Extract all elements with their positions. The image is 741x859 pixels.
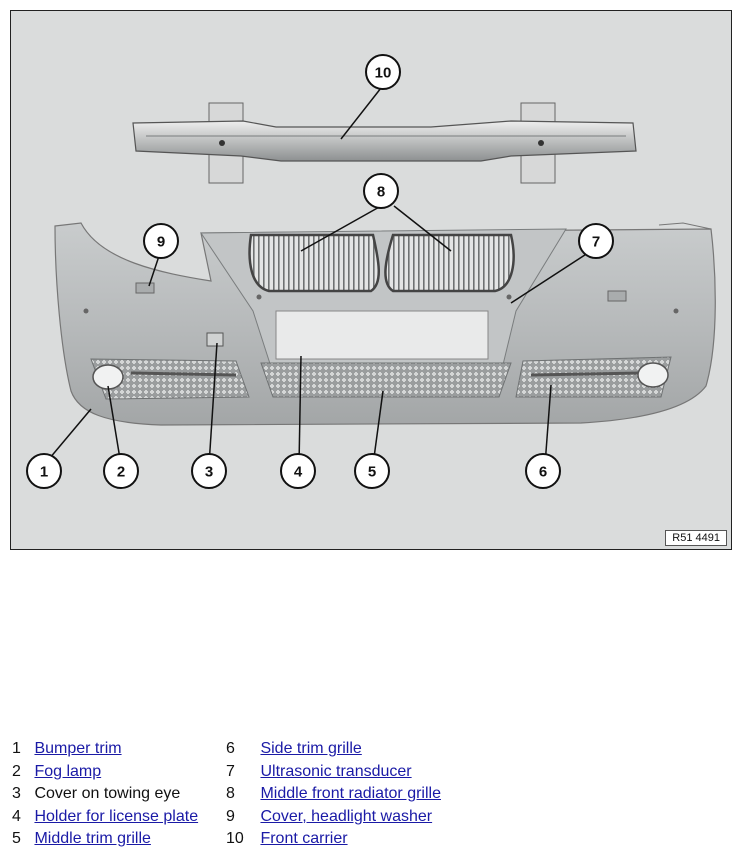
legend-item-7 xyxy=(226,761,412,783)
fog-lamp-right xyxy=(638,363,668,387)
diagram-canvas xyxy=(11,11,731,549)
callout-9 xyxy=(144,224,178,258)
legend-number: 5 xyxy=(12,830,21,847)
svg-text:1: 1 xyxy=(39,463,49,481)
towing-eye-cover-label: Cover on towing eye xyxy=(34,785,181,802)
middle-trim-grille-link[interactable]: Middle trim grille xyxy=(34,830,151,847)
front-carrier-part xyxy=(133,103,636,183)
legend-number: 1 xyxy=(12,740,21,757)
callout-8 xyxy=(364,174,398,208)
front-carrier-link[interactable]: Front carrier xyxy=(260,830,348,847)
fog-lamp-left xyxy=(93,365,123,389)
legend-number: 6 xyxy=(226,740,235,757)
legend-number: 9 xyxy=(226,807,235,825)
svg-text:6: 6 xyxy=(538,463,548,481)
callout-6 xyxy=(526,454,560,488)
fog-lamp-link[interactable]: Fog lamp xyxy=(34,762,102,780)
radiator-grille-link[interactable]: Middle front radiator grille xyxy=(260,785,441,802)
legend-item-3 xyxy=(12,783,180,805)
license-plate-holder-part xyxy=(276,311,488,359)
legend-item-4 xyxy=(12,806,198,828)
side-trim-grille-link[interactable]: Side trim grille xyxy=(260,740,362,757)
figure-reference-code: R51 4491 xyxy=(665,530,727,546)
callout-7 xyxy=(579,224,613,258)
legend-item-6 xyxy=(226,738,362,760)
ultrasonic-transducer-link[interactable]: Ultrasonic transducer xyxy=(260,762,412,780)
svg-text:5: 5 xyxy=(367,463,377,481)
legend-number: 3 xyxy=(12,785,21,802)
license-plate-holder-link[interactable]: Holder for license plate xyxy=(34,807,199,825)
legend-number: 2 xyxy=(12,762,21,780)
legend-number: 4 xyxy=(12,807,21,825)
callout-1 xyxy=(27,454,61,488)
towing-eye-cover-part xyxy=(207,333,223,346)
svg-text:2: 2 xyxy=(116,463,126,481)
headlight-washer-cover-link[interactable]: Cover, headlight washer xyxy=(260,807,433,825)
legend-item-10 xyxy=(226,828,348,850)
headlight-washer-cover-left xyxy=(136,283,154,293)
callout-10 xyxy=(366,55,400,89)
svg-text:7: 7 xyxy=(591,233,601,251)
legend-number: 10 xyxy=(226,830,244,847)
legend-item-9 xyxy=(226,806,432,828)
svg-text:4: 4 xyxy=(293,463,303,481)
legend-number: 7 xyxy=(226,762,235,780)
middle-trim-grille-part xyxy=(261,363,511,397)
legend-item-8 xyxy=(226,783,441,805)
legend-number: 8 xyxy=(226,785,235,802)
svg-text:10: 10 xyxy=(374,64,392,82)
bumper-exploded-diagram xyxy=(10,10,732,550)
legend-item-2 xyxy=(12,761,101,783)
svg-text:8: 8 xyxy=(376,183,386,201)
callout-5 xyxy=(355,454,389,488)
svg-text:9: 9 xyxy=(156,233,166,251)
callout-2 xyxy=(104,454,138,488)
bumper-trim-link[interactable]: Bumper trim xyxy=(34,740,122,757)
legend-item-1 xyxy=(12,738,122,760)
callout-3 xyxy=(192,454,226,488)
headlight-washer-cover-right xyxy=(608,291,626,301)
legend-item-5 xyxy=(12,828,151,850)
svg-text:3: 3 xyxy=(204,463,214,481)
callout-4 xyxy=(281,454,315,488)
